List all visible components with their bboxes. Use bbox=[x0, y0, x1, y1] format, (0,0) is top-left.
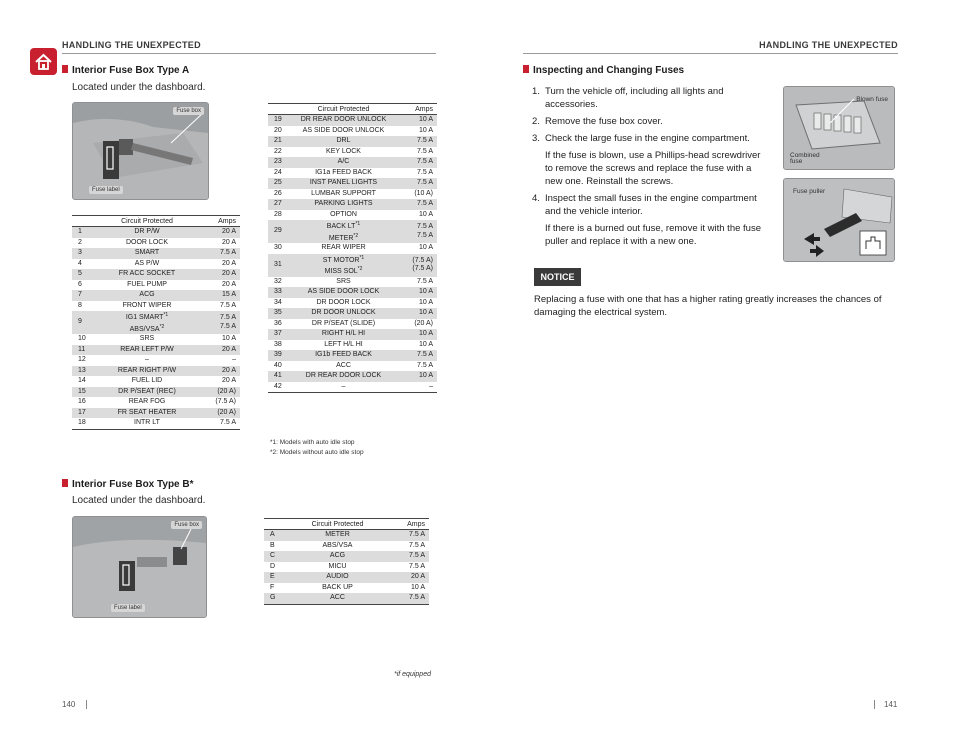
fuse-number: 5 bbox=[72, 269, 96, 280]
circuit-name bbox=[292, 220, 395, 243]
fuse-number: F bbox=[270, 583, 275, 591]
circuit-name: ACC bbox=[288, 593, 387, 604]
fuse-label-a-label: Fuse label bbox=[89, 186, 123, 194]
circuit-name: SRS bbox=[336, 277, 351, 285]
fuse-number: 15 bbox=[72, 387, 96, 398]
col-circuit: Circuit Protected bbox=[96, 216, 198, 227]
circuit-name: DRL bbox=[292, 136, 395, 147]
fuse-number: 27 bbox=[268, 199, 292, 210]
table-row bbox=[72, 376, 240, 387]
blown-fuse-label: Blown fuse bbox=[856, 96, 888, 103]
amps-line: (7.5 A) bbox=[412, 256, 433, 264]
fuse-box-a-photo bbox=[72, 102, 209, 200]
table-row bbox=[72, 366, 240, 377]
table-row bbox=[72, 301, 240, 312]
table-row bbox=[268, 210, 437, 221]
table-row bbox=[264, 572, 429, 583]
amps-value: (20 A) bbox=[198, 408, 240, 419]
table-row bbox=[264, 583, 429, 594]
amps-value: 7.5 A bbox=[417, 147, 433, 155]
notice-text: Replacing a fuse with one that has a higher rating greatly increases the chances of damaging the electrical system. bbox=[534, 294, 882, 318]
right-header-rule bbox=[523, 53, 898, 54]
circuit-name: DR REAR DOOR UNLOCK bbox=[292, 115, 395, 126]
fuse-number: 7 bbox=[72, 290, 96, 301]
circuit-name: DR REAR DOOR LOCK bbox=[292, 371, 395, 382]
table-row bbox=[268, 287, 437, 298]
amps-value: 10 A bbox=[418, 340, 433, 348]
step-number: 2. bbox=[532, 116, 540, 127]
circuit-name-line: ST MOTOR bbox=[322, 256, 360, 264]
fuse-number: 29 bbox=[268, 220, 292, 243]
amps-value: 20 A bbox=[387, 572, 429, 583]
table-row bbox=[268, 126, 437, 137]
circuit-name: PARKING LIGHTS bbox=[292, 199, 395, 210]
fuse-number: 12 bbox=[78, 356, 86, 363]
circuit-name: ABS/VSA bbox=[322, 541, 353, 549]
circuit-name: REAR LEFT P/W bbox=[96, 345, 198, 356]
fuse-puller-image bbox=[783, 178, 895, 262]
fuse-number: 25 bbox=[268, 178, 292, 189]
table-row bbox=[72, 345, 240, 356]
amps-value: 7.5 A bbox=[395, 136, 437, 147]
fuse-number: 38 bbox=[274, 340, 282, 348]
fuse-number: 23 bbox=[268, 157, 292, 168]
circuit-name-line: BACK LT bbox=[326, 223, 356, 230]
amps-value: (7.5 A) bbox=[215, 398, 236, 405]
fuse-number: 41 bbox=[268, 371, 292, 382]
fuse-number: 22 bbox=[274, 147, 282, 155]
fuse-number: 9 bbox=[72, 311, 96, 334]
circuit-name: OPTION bbox=[330, 210, 357, 218]
circuit-name: LEFT H/L HI bbox=[324, 340, 363, 348]
table-row bbox=[268, 115, 437, 126]
circuit-name: A/C bbox=[292, 157, 395, 168]
table-row bbox=[268, 277, 437, 288]
table-row bbox=[268, 340, 437, 351]
table-row bbox=[268, 220, 437, 243]
amps-value: 10 A bbox=[395, 329, 437, 340]
table-row bbox=[268, 189, 437, 200]
table-row bbox=[264, 541, 429, 552]
amps-value: 10 A bbox=[221, 335, 236, 342]
combined-fuse-label: Combined fuse bbox=[790, 152, 820, 165]
fuse-box-a-label: Fuse box bbox=[173, 107, 204, 115]
table-row bbox=[268, 382, 437, 393]
footnote-marker: *1 bbox=[359, 254, 365, 261]
table-row bbox=[264, 562, 429, 573]
inspecting-title-text: Inspecting and Changing Fuses bbox=[533, 65, 685, 76]
amps-value: 20 A bbox=[198, 227, 240, 238]
fuse-number: 1 bbox=[72, 227, 96, 238]
table-row bbox=[268, 147, 437, 158]
circuit-name: DR P/W bbox=[96, 227, 198, 238]
fuse-number: 13 bbox=[72, 366, 96, 377]
amps-value: 7.5 A bbox=[395, 157, 437, 168]
table-row bbox=[268, 371, 437, 382]
amps-line: 7.5 A bbox=[417, 231, 433, 239]
table-row bbox=[72, 238, 240, 249]
step-detail: If there is a burned out fuse, remove it with the fuse puller and replace it with a new one. bbox=[545, 223, 761, 247]
col-amps: Amps bbox=[387, 519, 429, 530]
left-running-header: HANDLING THE UNEXPECTED bbox=[62, 40, 201, 50]
fuse-number: C bbox=[264, 551, 288, 562]
table-row bbox=[268, 254, 437, 277]
section-b-subtitle: Located under the dashboard. bbox=[72, 495, 206, 506]
fuse-number: 34 bbox=[274, 298, 282, 306]
col-amps: Amps bbox=[395, 104, 437, 115]
table-row bbox=[268, 157, 437, 168]
fuse-number: 8 bbox=[78, 301, 82, 309]
table-row bbox=[268, 168, 437, 179]
fuse-number: 3 bbox=[72, 248, 96, 259]
fuse-number: A bbox=[264, 530, 288, 541]
amps-line: 7.5 A bbox=[220, 314, 236, 321]
table-row bbox=[72, 397, 240, 408]
col-number bbox=[72, 216, 96, 227]
step-text: Check the large fuse in the engine compartment. bbox=[545, 133, 750, 144]
step-item bbox=[532, 132, 770, 188]
amps-value: 10 A bbox=[418, 210, 433, 218]
circuit-name: DR P/SEAT (REC) bbox=[96, 387, 198, 398]
amps-value: 7.5 A bbox=[409, 562, 425, 570]
circuit-name: FR ACC SOCKET bbox=[96, 269, 198, 280]
step-number: 4. bbox=[532, 193, 540, 204]
table-row bbox=[268, 243, 437, 254]
amps-value: 7.5 A bbox=[387, 530, 429, 541]
fuse-number: 19 bbox=[268, 115, 292, 126]
footnote-1: *1: Models with auto idle stop bbox=[270, 439, 355, 446]
circuit-name-line: IG1 SMART bbox=[125, 314, 164, 321]
table-row bbox=[268, 308, 437, 319]
step-detail: If the fuse is blown, use a Phillips-head screwdriver to remove the screws and replace the fuse with a new one. Reinstall the screws. bbox=[545, 150, 761, 187]
fuse-box-b-label: Fuse box bbox=[171, 521, 202, 529]
amps-value: 7.5 A bbox=[387, 593, 429, 604]
amps-value: 7.5 A bbox=[387, 551, 429, 562]
circuit-name: AS SIDE DOOR LOCK bbox=[292, 287, 395, 298]
circuit-name: AUDIO bbox=[288, 572, 387, 583]
table-row bbox=[264, 551, 429, 562]
amps-value: 7.5 A bbox=[198, 418, 240, 429]
circuit-name: DR DOOR UNLOCK bbox=[292, 308, 395, 319]
footnote-marker: *2 bbox=[357, 266, 363, 272]
fuse-box-b-photo bbox=[72, 516, 207, 618]
fuse-number: 33 bbox=[268, 287, 292, 298]
page-number-left: 140 bbox=[62, 700, 76, 709]
circuit-name: REAR RIGHT P/W bbox=[96, 366, 198, 377]
fuse-number: E bbox=[264, 572, 288, 583]
circuit-name-line: MISS SOL bbox=[324, 268, 358, 275]
circuit-name: – bbox=[145, 356, 149, 363]
footnote-2: *2: Models without auto idle stop bbox=[270, 449, 364, 456]
amps-value: 20 A bbox=[221, 280, 236, 288]
circuit-name: AS P/W bbox=[134, 259, 160, 267]
fuse-number: 14 bbox=[78, 377, 86, 384]
amps-value: 20 A bbox=[198, 269, 240, 280]
table-row bbox=[72, 408, 240, 419]
step-item bbox=[532, 85, 770, 111]
if-equipped-note: *if equipped bbox=[394, 671, 431, 678]
amps-value bbox=[395, 254, 437, 277]
fuse-number: 21 bbox=[268, 136, 292, 147]
circuit-name: INTR LT bbox=[96, 418, 198, 429]
amps-value: 10 A bbox=[395, 371, 437, 382]
table-row bbox=[268, 319, 437, 330]
table-row bbox=[268, 298, 437, 309]
col-number bbox=[268, 104, 292, 115]
blown-fuse-image bbox=[783, 86, 895, 170]
circuit-name: BACK UP bbox=[322, 583, 353, 591]
step-item bbox=[532, 115, 770, 128]
notice-badge: NOTICE bbox=[534, 268, 581, 286]
table-row bbox=[72, 355, 240, 366]
circuit-name: ACC bbox=[336, 361, 351, 369]
amps-value: (10 A) bbox=[414, 189, 433, 197]
section-marker-icon bbox=[62, 479, 68, 487]
circuit-name: REAR FOG bbox=[128, 398, 166, 405]
amps-value bbox=[198, 311, 240, 334]
inspecting-title bbox=[523, 65, 684, 76]
amps-value: 10 A bbox=[410, 583, 425, 591]
section-marker-icon bbox=[62, 65, 68, 73]
steps-list bbox=[532, 85, 770, 252]
footnote-marker: *2 bbox=[159, 323, 165, 330]
section-a-title bbox=[62, 65, 189, 76]
circuit-name: LUMBAR SUPPORT bbox=[311, 189, 376, 197]
fuse-number: 20 bbox=[274, 126, 282, 134]
section-b-title-text: Interior Fuse Box Type B* bbox=[72, 479, 194, 490]
fuse-number: 17 bbox=[72, 408, 96, 419]
amps-value: 7.5 A bbox=[417, 277, 433, 285]
circuit-name: SMART bbox=[96, 248, 198, 259]
circuit-name: IG1a FEED BACK bbox=[315, 168, 372, 176]
table-row bbox=[72, 418, 240, 429]
circuit-name: ACG bbox=[96, 290, 198, 301]
table-row bbox=[72, 227, 240, 238]
circuit-name: FRONT WIPER bbox=[122, 301, 172, 309]
amps-value: 7.5 A bbox=[220, 301, 236, 309]
amps-line: 7.5 A bbox=[220, 322, 236, 330]
table-row bbox=[72, 280, 240, 291]
amps-value: 7.5 A bbox=[395, 199, 437, 210]
fuse-number: 10 bbox=[78, 335, 86, 342]
fuse-number: 30 bbox=[274, 244, 282, 251]
section-a-title-text: Interior Fuse Box Type A bbox=[72, 65, 190, 76]
circuit-name: RIGHT H/L HI bbox=[292, 329, 395, 340]
table-row bbox=[72, 311, 240, 334]
circuit-name: DR DOOR LOCK bbox=[316, 298, 371, 306]
fuse-number: 35 bbox=[268, 308, 292, 319]
page-number-right: 141 bbox=[884, 700, 898, 709]
fuse-number: 18 bbox=[72, 418, 96, 429]
fuse-number: 6 bbox=[78, 280, 82, 288]
circuit-name: DOOR LOCK bbox=[125, 238, 168, 246]
circuit-name: METER bbox=[288, 530, 387, 541]
fuse-box-a-illustration bbox=[73, 103, 208, 199]
table-row bbox=[72, 259, 240, 270]
amps-value: 20 A bbox=[221, 238, 236, 246]
amps-value: 10 A bbox=[395, 287, 437, 298]
fuse-number: B bbox=[270, 541, 275, 549]
left-header-rule bbox=[62, 53, 436, 54]
amps-value: (20 A) bbox=[414, 319, 433, 327]
page-number-divider-right bbox=[874, 700, 875, 709]
circuit-name bbox=[292, 254, 395, 277]
amps-value: 10 A bbox=[418, 126, 433, 134]
fuse-label-b-label: Fuse label bbox=[111, 604, 145, 612]
circuit-name: REAR WIPER bbox=[321, 244, 366, 251]
circuit-name: DR P/SEAT (SLIDE) bbox=[311, 319, 376, 327]
circuit-name: INST PANEL LIGHTS bbox=[292, 178, 395, 189]
amps-value: – bbox=[395, 382, 437, 393]
table-row bbox=[268, 136, 437, 147]
table-row bbox=[264, 593, 429, 604]
footnote-marker: *1 bbox=[355, 221, 361, 227]
circuit-name bbox=[96, 311, 198, 334]
amps-value: 7.5 A bbox=[198, 248, 240, 259]
step-number: 3. bbox=[532, 133, 540, 144]
table-row bbox=[72, 334, 240, 345]
circuit-name-line: ABS/VSA bbox=[129, 325, 160, 333]
fuse-box-b-illustration bbox=[73, 517, 206, 617]
fuse-number: 11 bbox=[72, 345, 96, 356]
col-circuit: Circuit Protected bbox=[292, 104, 395, 115]
amps-value: 10 A bbox=[418, 298, 433, 306]
table-row bbox=[72, 248, 240, 259]
amps-value: 7.5 A bbox=[409, 541, 425, 549]
fuse-number: 36 bbox=[274, 319, 282, 327]
fuse-number: 32 bbox=[274, 277, 282, 285]
amps-value: 20 A bbox=[221, 259, 236, 267]
fuse-number: D bbox=[270, 562, 276, 570]
circuit-name: SRS bbox=[139, 335, 155, 342]
table-row bbox=[268, 361, 437, 372]
fuse-number: 39 bbox=[268, 350, 292, 361]
circuit-name: – bbox=[292, 382, 395, 393]
amps-value: (20 A) bbox=[198, 387, 240, 398]
fuse-number: 26 bbox=[274, 189, 282, 197]
amps-line: (7.5 A) bbox=[412, 265, 433, 272]
circuit-name: AS SIDE DOOR UNLOCK bbox=[302, 126, 385, 134]
amps-value: 20 A bbox=[198, 366, 240, 377]
table-row bbox=[264, 530, 429, 541]
table-row bbox=[72, 269, 240, 280]
circuit-name-line: METER bbox=[328, 234, 354, 242]
fuse-number: 16 bbox=[78, 398, 86, 405]
amps-line: 7.5 A bbox=[417, 223, 433, 230]
fuse-number: 40 bbox=[274, 361, 282, 369]
circuit-name: FUEL LID bbox=[131, 377, 163, 384]
amps-value: 7.5 A bbox=[417, 168, 433, 176]
table-row bbox=[268, 199, 437, 210]
amps-value: – bbox=[232, 356, 236, 363]
fuse-number: 37 bbox=[268, 329, 292, 340]
fuse-table-a1 bbox=[72, 215, 240, 430]
home-icon[interactable] bbox=[30, 48, 57, 75]
fuse-number: 2 bbox=[78, 238, 82, 246]
amps-value: 7.5 A bbox=[395, 178, 437, 189]
right-running-header: HANDLING THE UNEXPECTED bbox=[759, 40, 898, 50]
fuse-table-a2 bbox=[268, 103, 437, 393]
step-text: Inspect the small fuses in the engine compartment and the vehicle interior. bbox=[545, 193, 757, 217]
fuse-number: 31 bbox=[268, 254, 292, 277]
table-row bbox=[268, 350, 437, 361]
amps-value: 10 A bbox=[395, 308, 437, 319]
amps-value: 15 A bbox=[198, 290, 240, 301]
col-amps: Amps bbox=[198, 216, 240, 227]
circuit-name: KEY LOCK bbox=[326, 147, 361, 155]
table-row bbox=[72, 290, 240, 301]
fuse-number: 42 bbox=[268, 382, 292, 393]
fuse-number: G bbox=[264, 593, 288, 604]
step-text: Remove the fuse box cover. bbox=[545, 116, 663, 127]
amps-value bbox=[395, 220, 437, 243]
section-marker-icon bbox=[523, 65, 529, 73]
amps-value: 7.5 A bbox=[417, 361, 433, 369]
section-a-subtitle: Located under the dashboard. bbox=[72, 82, 206, 93]
table-row bbox=[268, 329, 437, 340]
fuse-number: 28 bbox=[274, 210, 282, 218]
step-text: Turn the vehicle off, including all lights and accessories. bbox=[545, 86, 724, 110]
amps-value: 10 A bbox=[395, 115, 437, 126]
fuse-number: 4 bbox=[78, 259, 82, 267]
circuit-name: FUEL PUMP bbox=[127, 280, 167, 288]
footnote-marker: *1 bbox=[163, 312, 169, 318]
amps-value: 20 A bbox=[221, 377, 236, 384]
col-circuit: Circuit Protected bbox=[288, 519, 387, 530]
col-letter bbox=[264, 519, 288, 530]
step-item bbox=[532, 192, 770, 248]
page-number-divider-left bbox=[86, 700, 87, 709]
fuse-table-b bbox=[264, 518, 429, 605]
amps-value: 10 A bbox=[418, 244, 433, 251]
amps-value: 7.5 A bbox=[395, 350, 437, 361]
fuse-number: 24 bbox=[274, 168, 282, 176]
circuit-name: IG1b FEED BACK bbox=[292, 350, 395, 361]
step-number: 1. bbox=[532, 86, 540, 97]
fuse-puller-label: Fuse puller bbox=[793, 188, 826, 195]
circuit-name: FR SEAT HEATER bbox=[96, 408, 198, 419]
amps-value: 20 A bbox=[198, 345, 240, 356]
circuit-name: MICU bbox=[328, 562, 347, 570]
table-row bbox=[72, 387, 240, 398]
section-b-title bbox=[62, 479, 194, 490]
footnote-marker: *2 bbox=[353, 232, 359, 239]
circuit-name: ACG bbox=[288, 551, 387, 562]
table-row bbox=[268, 178, 437, 189]
